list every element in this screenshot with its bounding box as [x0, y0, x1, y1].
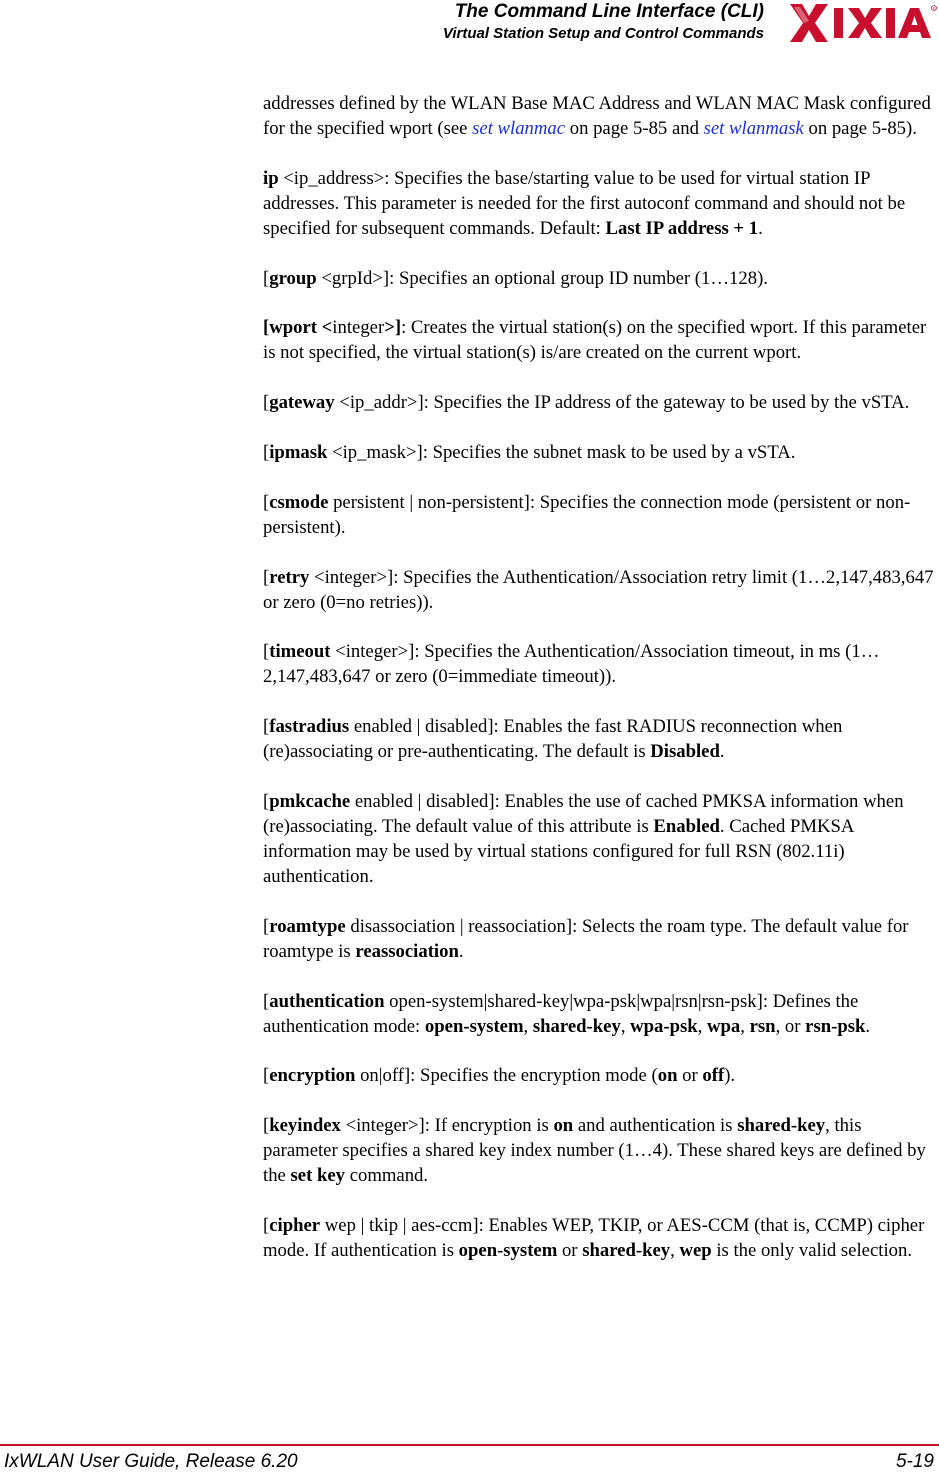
- text-run: on page 5-85).: [803, 118, 917, 139]
- text-run: <integer>]: If encryption is: [340, 1115, 554, 1137]
- bold-term: shared-key: [532, 1015, 621, 1037]
- document-body: [263, 91, 939, 1288]
- bold-term: on: [553, 1115, 574, 1137]
- text-run: ,: [740, 1015, 750, 1037]
- paragraph-p12: [263, 989, 939, 1039]
- text-run: [: [263, 915, 270, 937]
- text-run: enabled | disabled]: Enables the use of cached PMKSA information when (re)associating. The default value of this attribute is: [263, 790, 904, 837]
- text-run: : Creates the virtual station(s) on the specified wport. If this parameter is not specified, the virtual station(s) is/are created on the current wport.: [263, 317, 927, 364]
- text-run: ,: [523, 1015, 533, 1037]
- text-run: open-system|shared-key|wpa-psk|wpa|rsn|rsn-psk]: Defines the authentication mode:: [263, 990, 859, 1037]
- text-run: <ip_mask>]: Specifies the subnet mask to be used by a vSTA.: [327, 441, 796, 463]
- text-run: [: [263, 716, 270, 738]
- text-run: ,: [620, 1015, 631, 1037]
- bold-term: cipher: [269, 1214, 321, 1236]
- bold-term: wpa-psk: [630, 1015, 698, 1037]
- paragraph-p13: [263, 1063, 939, 1088]
- bold-term: rsn: [749, 1015, 776, 1037]
- paragraph-p10: [263, 789, 939, 889]
- text-run: <grpId>]: Specifies an optional group ID number (1…128).: [316, 267, 768, 289]
- header-subtitle: Virtual Station Setup and Control Commands: [442, 25, 764, 42]
- paragraph-p6: [263, 490, 939, 540]
- bold-term: >]: [384, 317, 402, 339]
- text-run: persistent | non-persistent]: Specifies the connection mode (persistent or non-persistent).: [263, 491, 911, 538]
- text-run: or: [557, 1239, 583, 1261]
- paragraph-p7: [263, 565, 939, 615]
- text-run: integer: [332, 317, 385, 339]
- bold-term: shared-key: [737, 1115, 826, 1137]
- text-run: addresses defined by the WLAN Base MAC Address and WLAN MAC Mask configured for the specified wport (see: [263, 93, 931, 139]
- bold-term: set key: [290, 1165, 346, 1187]
- bold-term: roamtype: [269, 915, 346, 937]
- text-run: command.: [345, 1165, 429, 1187]
- text-run: [: [263, 267, 270, 289]
- bold-term: wep: [679, 1239, 712, 1261]
- text-run: ,: [670, 1239, 680, 1261]
- text-run: <ip_addr>]: Specifies the IP address of the gateway to be used by the vSTA.: [334, 392, 910, 414]
- bold-term: rsn-psk: [805, 1015, 866, 1037]
- bold-term: pmkcache: [269, 790, 351, 812]
- registered-mark: R: [932, 6, 936, 11]
- cross-reference-link[interactable]: set wlanmask: [703, 118, 804, 139]
- bold-term: timeout: [269, 641, 331, 663]
- text-run: , or: [775, 1015, 806, 1037]
- text-run: enabled | disabled]: Enables the fast RADIUS reconnection when (re)associating or pre-authenticating. The default is: [263, 716, 843, 763]
- bold-term: gateway: [269, 392, 335, 414]
- text-run: <integer>]: Specifies the Authentication/Association retry limit (1…2,147,483,647 or zero (0=no retries)).: [263, 566, 934, 613]
- text-run: [: [263, 441, 270, 463]
- text-run: on page 5-85 and: [565, 118, 704, 139]
- bold-term: authentication: [269, 990, 385, 1012]
- text-run: [: [263, 491, 270, 513]
- bold-term: open-system: [424, 1015, 524, 1037]
- bold-term: retry: [269, 566, 310, 588]
- bold-term: Enabled: [653, 815, 720, 837]
- paragraph-p11: [263, 914, 939, 964]
- text-run: on|off]: Specifies the encryption mode (: [355, 1065, 658, 1087]
- text-run: [: [263, 566, 270, 588]
- bold-term: Disabled: [650, 741, 720, 763]
- paragraph-p5: [263, 440, 939, 465]
- bold-term: ipmask: [269, 441, 328, 463]
- paragraph-p15: [263, 1213, 939, 1263]
- text-run: [: [263, 1115, 270, 1137]
- paragraph-p2: [263, 266, 939, 291]
- bold-term: keyindex: [269, 1115, 341, 1137]
- ixia-logo: [788, 2, 938, 44]
- bold-term: group: [269, 267, 317, 289]
- text-run: is the only valid selection.: [711, 1239, 912, 1261]
- text-run: ).: [724, 1065, 736, 1087]
- text-run: [: [263, 641, 270, 663]
- paragraph-p14: [263, 1113, 939, 1188]
- bold-term: open-system: [458, 1239, 558, 1261]
- text-run: .: [758, 217, 763, 239]
- text-run: or: [677, 1065, 703, 1087]
- text-run: and authentication is: [573, 1115, 738, 1137]
- text-run: ,: [697, 1015, 708, 1037]
- text-run: <integer>]: Specifies the Authentication/Association timeout, in ms (1…2,147,483,647 or zero (0=immediate timeout)).: [263, 641, 880, 688]
- bold-term: reassociation: [355, 940, 459, 962]
- text-run: .: [865, 1015, 871, 1037]
- text-run: disassociation | reassociation]: Selects the roam type. The default value for roamtype is: [263, 915, 909, 962]
- text-run: [: [263, 1214, 270, 1236]
- bold-term: [wport <: [263, 317, 333, 339]
- running-header: [443, 0, 764, 44]
- paragraph-p4: [263, 390, 939, 415]
- bold-term: on: [657, 1065, 678, 1087]
- paragraph-p1: [263, 166, 939, 241]
- text-run: . Cached PMKSA information may be used by virtual stations configured for full RSN (802.11i) authentication.: [263, 815, 854, 887]
- footer-page-number: 5-19: [895, 1451, 934, 1472]
- paragraph-p8: [263, 639, 939, 689]
- text-run: , this parameter specifies a shared key index number (1…4). These shared keys are defined by the: [263, 1115, 926, 1187]
- text-run: [: [263, 790, 270, 812]
- paragraph-p3: [263, 315, 939, 365]
- footer-guide-title: IxWLAN User Guide, Release 6.20: [4, 1451, 298, 1472]
- bold-term: encryption: [269, 1065, 356, 1087]
- cross-reference-link[interactable]: set wlanmac: [472, 118, 566, 139]
- bold-term: csmode: [269, 491, 329, 513]
- bold-term: wpa: [707, 1015, 741, 1037]
- text-run: .: [458, 940, 464, 962]
- paragraph-p0: [263, 91, 939, 141]
- text-run: [: [263, 1065, 270, 1087]
- text-run: [: [263, 990, 270, 1012]
- footer-rule: [0, 1444, 939, 1446]
- text-run: <ip_address>: Specifies the base/starting value to be used for virtual station IP addresses. This parameter is needed for the first autoconf command and should not be specified for subsequent commands. Default:: [263, 167, 906, 239]
- bold-term: Last IP address + 1: [605, 217, 759, 239]
- text-run: [: [263, 392, 270, 414]
- text-run: .: [719, 741, 725, 763]
- paragraph-p9: [263, 714, 939, 764]
- header-title: The Command Line Interface (CLI): [454, 1, 764, 22]
- bold-term: shared-key: [582, 1239, 671, 1261]
- bold-term: ip: [263, 167, 279, 189]
- bold-term: off: [702, 1065, 725, 1087]
- bold-term: fastradius: [269, 716, 350, 738]
- text-run: wep | tkip | aes-ccm]: Enables WEP, TKIP, or AES-CCM (that is, CCMP) cipher mode. If authentication is: [263, 1214, 925, 1261]
